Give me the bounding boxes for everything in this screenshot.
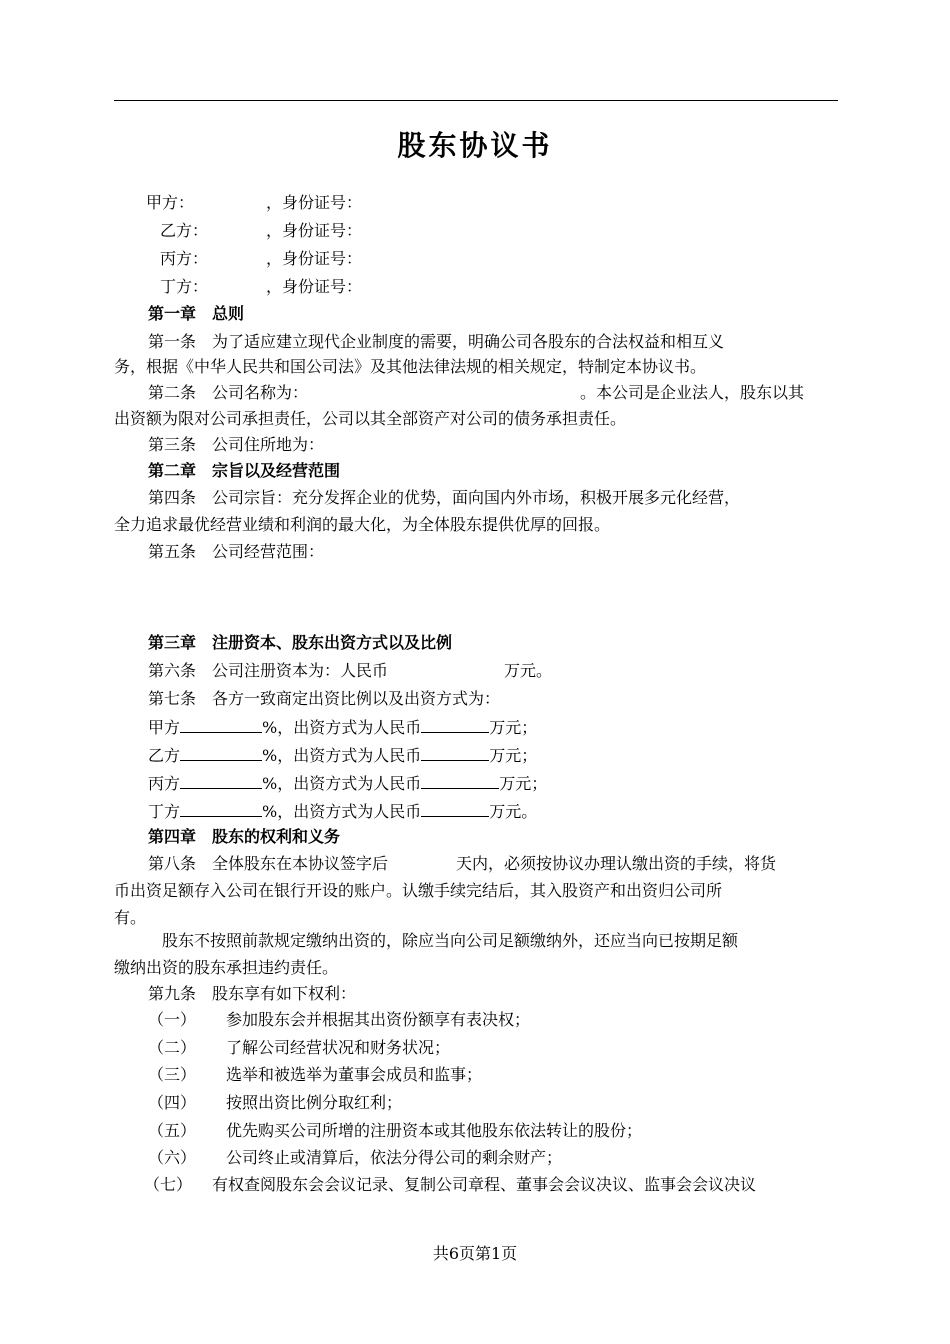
list-item: （四） 按照出资比例分取红利； <box>148 1093 403 1112</box>
article-line: 第五条 公司经营范围： <box>148 542 325 561</box>
article-line: 第七条 各方一致商定出资比例以及出资方式为： <box>148 689 501 708</box>
blank-field <box>180 800 262 817</box>
contribution-row: 丙方 %，出资方式为人民币 万元； <box>148 774 548 793</box>
list-item: （三） 选举和被选举为董事会成员和监事； <box>148 1065 483 1084</box>
chapter-heading: 第二章 宗旨以及经营范围 <box>148 461 341 480</box>
list-item: （六） 公司终止或清算后，依法分得公司的剩余财产； <box>148 1148 563 1167</box>
party-line: 乙方： ，身份证号： <box>160 221 363 240</box>
party-line: 甲方： ，身份证号： <box>146 193 363 212</box>
article-line: 缴纳出资的股东承担违约责任。 <box>114 958 339 977</box>
chapter-heading: 第一章 总则 <box>148 304 245 323</box>
contribution-row: 甲方 %，出资方式为人民币 万元； <box>148 718 538 737</box>
party-line: 丁方： ，身份证号： <box>160 277 363 296</box>
article-line: 有。 <box>114 908 147 927</box>
blank-field <box>421 772 499 789</box>
blank-field <box>180 716 262 733</box>
article-line: 第九条 股东享有如下权利： <box>148 984 357 1003</box>
article-line: 全力追求最优经营业绩和利润的最大化，为全体股东提供优厚的回报。 <box>114 515 611 534</box>
article-line: 务，根据《中华人民共和国公司法》及其他法律法规的相关规定，特制定本协议书。 <box>114 357 707 376</box>
article-line: 币出资足额存入公司在银行开设的账户。认缴手续完结后，其入股资产和出资归公司所 <box>114 881 723 900</box>
contribution-row: 丁方 %，出资方式为人民币 万元。 <box>148 802 538 821</box>
blank-field <box>421 716 489 733</box>
header-rule <box>114 100 838 101</box>
blank-field <box>421 744 489 761</box>
chapter-heading: 第三章 注册资本、股东出资方式以及比例 <box>148 633 453 652</box>
article-line: 第八条 全体股东在本协议签字后 天内，必须按协议办理认缴出资的手续，将货 <box>148 854 777 873</box>
article-line: 股东不按照前款规定缴纳出资的，除应当向公司足额缴纳外，还应当向已按期足额 <box>162 931 739 950</box>
blank-field <box>180 772 262 789</box>
blank-field <box>180 744 262 761</box>
contribution-row: 乙方 %，出资方式为人民币 万元； <box>148 746 538 765</box>
article-line: 第二条 公司名称为： 。本公司是企业法人，股东以其 <box>148 383 805 402</box>
page-footer: 共6页第1页 <box>432 1244 518 1263</box>
article-line: 第四条 公司宗旨：充分发挥企业的优势，面向国内外市场，积极开展多元化经营， <box>148 488 741 507</box>
document-title: 股东协议书 <box>397 129 553 162</box>
list-item: （七） 有权查阅股东会会议记录、复制公司章程、董事会会议决议、监事会会议决议 <box>144 1175 757 1194</box>
list-item: （二） 了解公司经营状况和财务状况； <box>148 1038 451 1057</box>
article-line: 第一条 为了适应建立现代企业制度的需要，明确公司各股东的合法权益和相互义 <box>148 332 725 351</box>
party-line: 丙方： ，身份证号： <box>160 249 363 268</box>
article-line: 第三条 公司住所地为： <box>148 435 325 454</box>
list-item: （一） 参加股东会并根据其出资份额享有表决权； <box>148 1010 531 1029</box>
list-item: （五） 优先购买公司所增的注册资本或其他股东依法转让的股份； <box>148 1121 643 1140</box>
article-line: 第六条 公司注册资本为：人民币 万元。 <box>148 661 553 680</box>
article-line: 出资额为限对公司承担责任，公司以其全部资产对公司的债务承担责任。 <box>114 409 627 428</box>
blank-field <box>421 800 489 817</box>
chapter-heading: 第四章 股东的权利和义务 <box>148 827 341 846</box>
